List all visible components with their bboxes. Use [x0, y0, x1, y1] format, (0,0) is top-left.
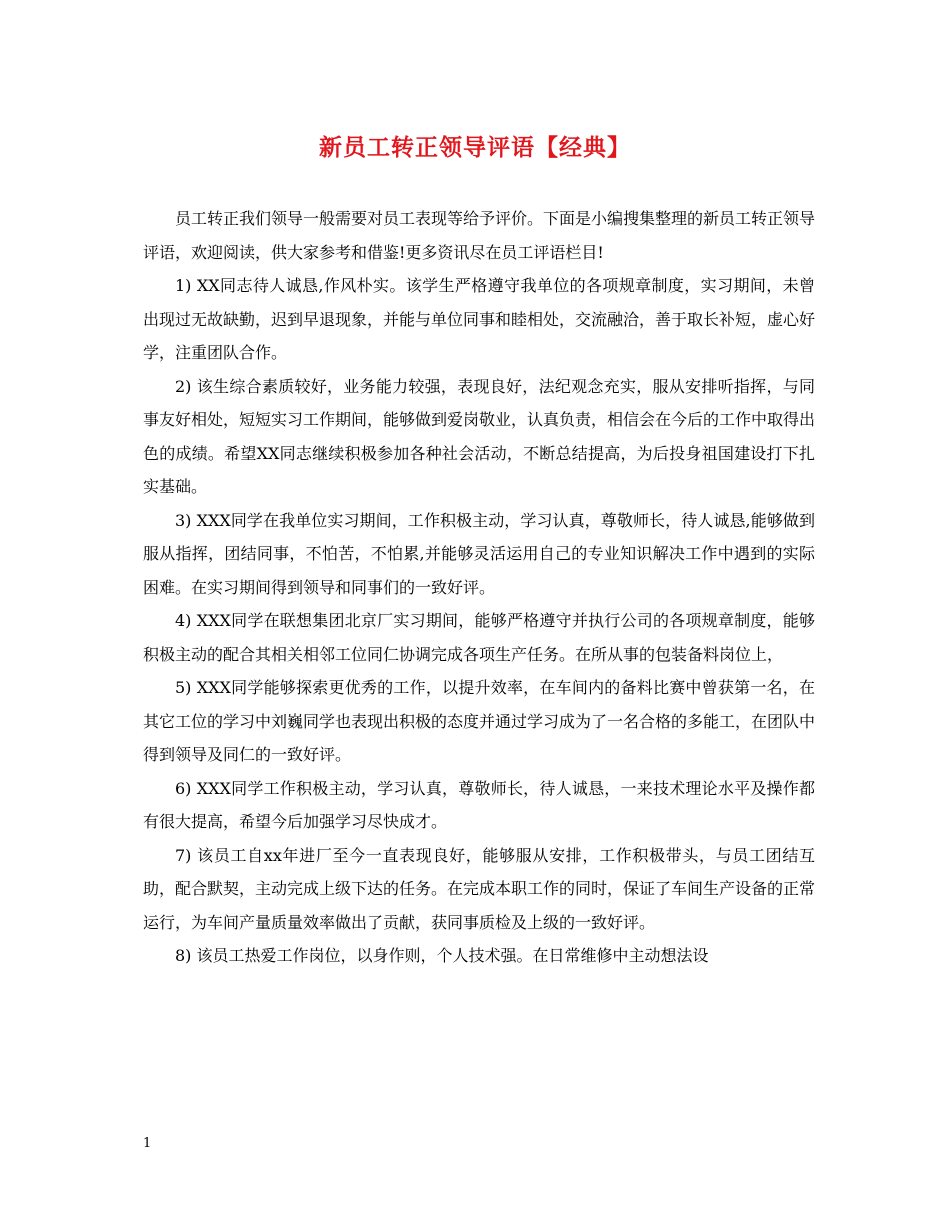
comment-paragraph-1: 1) XX同志待人诚恳,作风朴实。该学生严格遵守我单位的各项规章制度，实习期间，未曾出现过无故缺勤，迟到早退现象，并能与单位同事和睦相处，交流融洽，善于取长补短，虚心好学，注重团队合作。 — [143, 276, 816, 362]
document-body — [143, 202, 815, 973]
document-title: 新员工转正领导评语【经典】 — [319, 134, 631, 161]
comment-paragraph-5: 5) XXX同学能够探索更优秀的工作，以提升效率，在车间内的备料比赛中曾获第一名，在其它工位的学习中刘巍同学也表现出积极的态度并通过学习成为了一名合格的多能工，在团队中得到领导及同仁的一致好评。 — [143, 678, 816, 764]
comment-paragraph-7: 7) 该员工自xx年进厂至今一直表现良好，能够服从安排，工作积极带头，与员工团结互助，配合默契，主动完成上级下达的任务。在完成本职工作的同时，保证了车间生产设备的正常运行，为车间产量质量效率做出了贡献，获同事质检及上级的一致好评。 — [143, 845, 816, 932]
page-number: 1 — [143, 1136, 152, 1151]
comment-paragraph-6: 6) XXX同学工作积极主动，学习认真，尊敬师长，待人诚恳，一来技术理论水平及操作都有很大提高，希望今后加强学习尽快成才。 — [143, 778, 815, 831]
comment-paragraph-3: 3) XXX同学在我单位实习期间，工作积极主动，学习认真，尊敬师长，待人诚恳,能够做到服从指挥，团结同事，不怕苦，不怕累,并能够灵活运用自己的专业知识解决工作中遇到的实际困难。在实习期间得到领导和同事们的一致好评。 — [143, 510, 815, 597]
intro-paragraph: 员工转正我们领导一般需要对员工表现等给予评价。下面是小编搜集整理的新员工转正领导评语，欢迎阅读，供大家参考和借鉴!更多资讯尽在员工评语栏目! — [143, 209, 816, 262]
comment-paragraph-4: 4) XXX同学在联想集团北京厂实习期间，能够严格遵守并执行公司的各项规章制度，能够积极主动的配合其相关相邻工位同仁协调完成各项生产任务。在所从事的包装备料岗位上， — [143, 611, 815, 664]
comment-paragraph-2: 2) 该生综合素质较好，业务能力较强，表现良好，法纪观念充实，服从安排听指挥，与同事友好相处，短短实习工作期间，能够做到爱岗敬业，认真负责，相信会在今后的工作中取得出色的成绩。希望XX同志继续积极参加各种社会活动，不断总结提高，为后投身祖国建设打下扎实基础。 — [143, 376, 816, 496]
comment-paragraph-8: 8) 该员工热爱工作岗位，以身作则，个人技术强。在日常维修中主动想法设 — [175, 946, 709, 965]
